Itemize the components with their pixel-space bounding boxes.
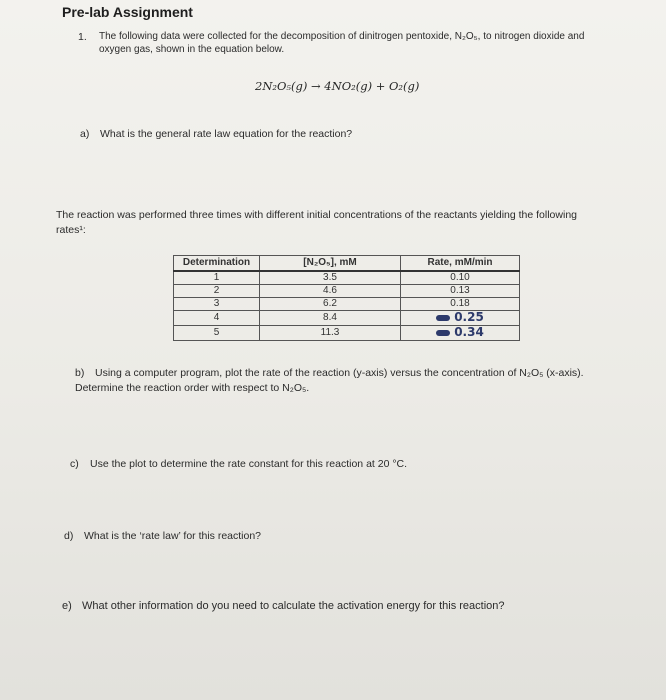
- concentration-cell: 4.6: [260, 285, 401, 298]
- determination-cell: 1: [174, 271, 260, 285]
- concentration-cell: 8.4: [260, 311, 401, 326]
- question-e-label: e): [62, 600, 72, 612]
- header-determination: Determination: [174, 256, 260, 272]
- reaction-equation: 2N₂O₅(g) → 4NO₂(g) + O₂(g): [255, 79, 420, 93]
- question-c: [70, 458, 407, 470]
- rate-cell: 0.13: [401, 285, 520, 298]
- table-row: [174, 298, 520, 311]
- rate-cell-handwritten: [401, 326, 520, 341]
- handwritten-rate: 0.25: [454, 310, 484, 324]
- question-a-text: What is the general rate law equation for the reaction?: [100, 128, 353, 140]
- question-c-text: Use the plot to determine the rate constant for this reaction at 20 °C.: [90, 458, 408, 470]
- header-rate: Rate, mM/min: [401, 256, 520, 272]
- concentration-cell: 3.5: [260, 271, 401, 285]
- determination-cell: 5: [174, 326, 260, 341]
- table-row: [174, 271, 520, 285]
- question-e-text: What other information do you need to calculate the activation energy for this reaction?: [82, 600, 505, 612]
- question-1-number: 1.: [78, 31, 87, 43]
- rate-cell: 0.18: [401, 298, 520, 311]
- rate-cell-handwritten: [401, 311, 520, 326]
- table-row: [174, 311, 520, 326]
- question-a: [80, 128, 352, 140]
- question-d-label: d): [64, 530, 74, 542]
- question-a-label: a): [80, 128, 90, 140]
- header-concentration: [N₂O₅], mM: [260, 256, 401, 272]
- question-b-label: b): [75, 367, 85, 379]
- scribble-mark: [436, 315, 450, 321]
- question-b-text: Using a computer program, plot the rate of the reaction (y-axis) versus the concentration of N₂O₅ (x-axis). Determine the reaction order with respect to N₂O₅.: [75, 367, 584, 394]
- question-c-label: c): [70, 458, 79, 470]
- concentration-cell: 11.3: [260, 326, 401, 341]
- table-row: [174, 326, 520, 341]
- question-d-text: What is the ‘rate law’ for this reaction?: [84, 530, 262, 542]
- table-header-row: [174, 256, 520, 272]
- table-intro-text: The reaction was performed three times with different initial concentrations of the reactants yielding the following rates¹:: [56, 209, 577, 236]
- determination-cell: 4: [174, 311, 260, 326]
- determination-cell: 2: [174, 285, 260, 298]
- question-1-text: The following data were collected for the decomposition of dinitrogen pentoxide, N₂O₅, to nitrogen dioxide and oxygen gas, shown in the equation below.: [99, 31, 585, 55]
- page-title: Pre-lab Assignment: [62, 4, 193, 20]
- table-row: [174, 285, 520, 298]
- question-b: [75, 366, 615, 396]
- rate-cell: 0.10: [401, 271, 520, 285]
- scribble-mark: [436, 330, 450, 336]
- determination-cell: 3: [174, 298, 260, 311]
- concentration-cell: 6.2: [260, 298, 401, 311]
- rate-data-table: [173, 255, 520, 341]
- question-e: [62, 600, 505, 612]
- handwritten-rate: 0.34: [454, 325, 484, 339]
- question-d: [64, 530, 261, 542]
